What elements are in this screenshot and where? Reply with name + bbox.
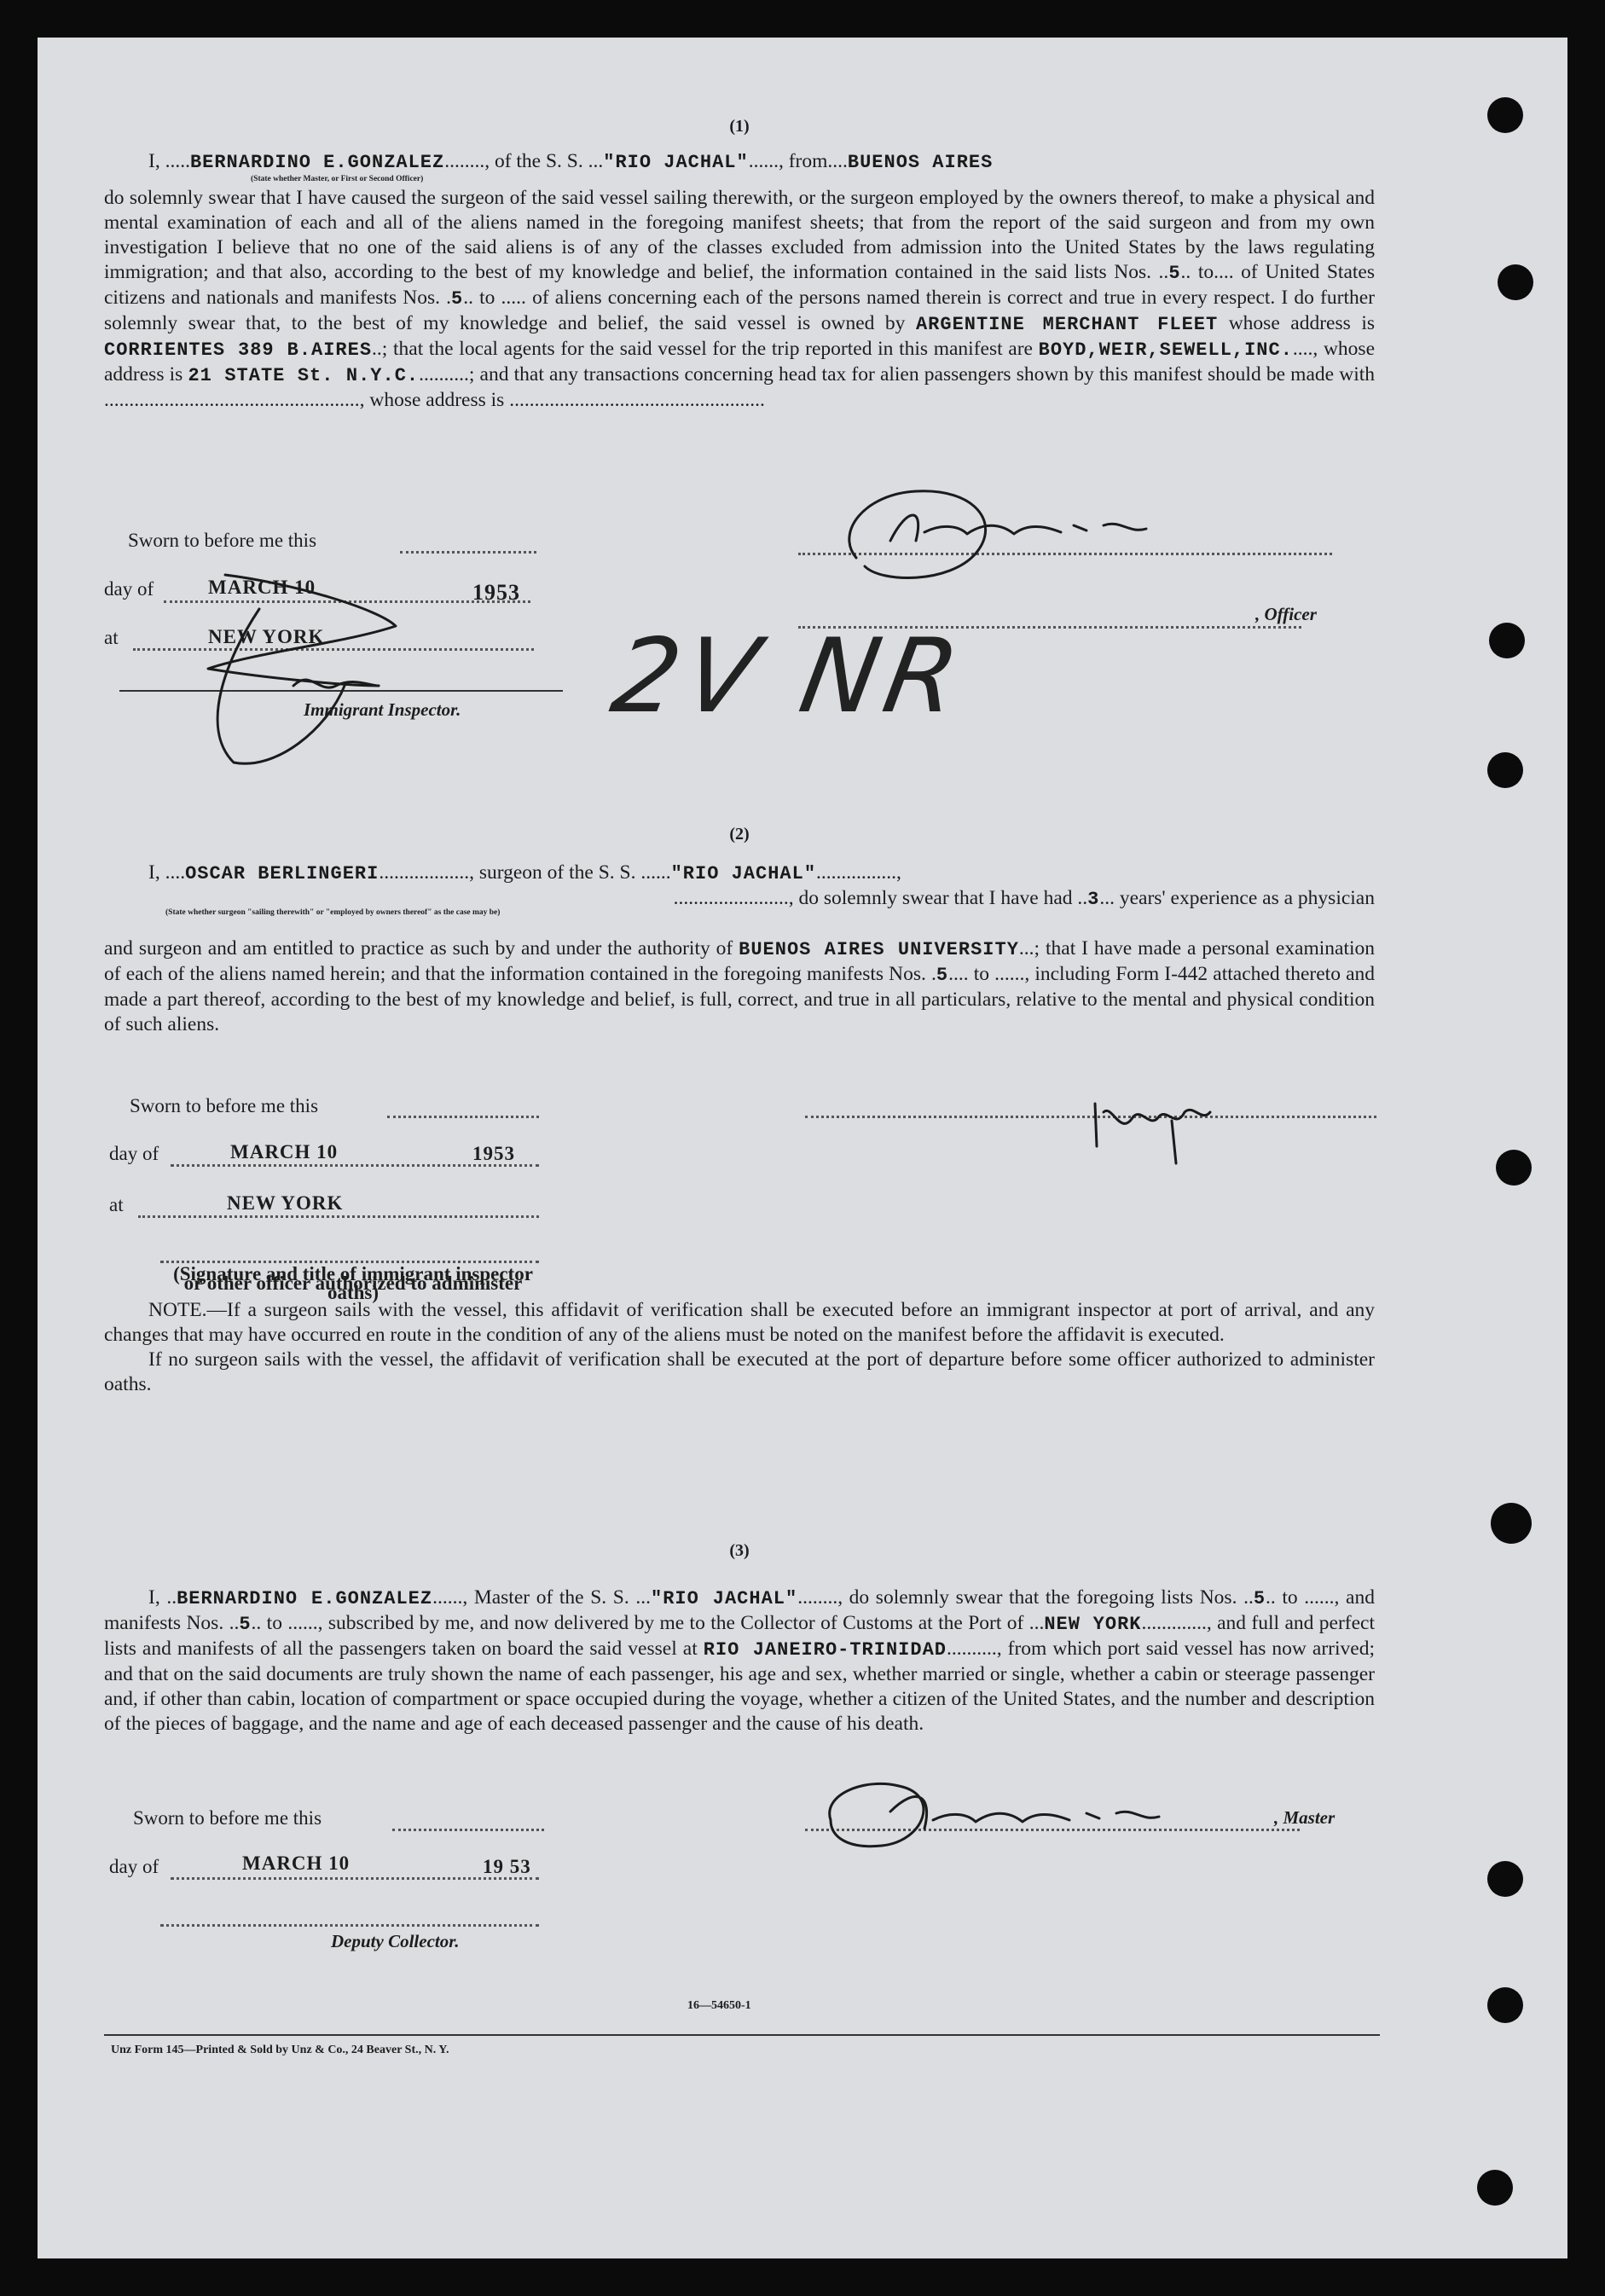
officer-label: , Officer (1255, 604, 1317, 624)
sworn-place-2: NEW YORK (227, 1192, 344, 1214)
arrival-port: NEW YORK (1044, 1614, 1142, 1635)
collector-signature-blank (160, 1924, 539, 1927)
inspector-label: Immigrant Inspector. (304, 699, 461, 720)
ship-name: "RIO JACHAL" (603, 152, 749, 173)
form-code: 16—54650-1 (687, 1999, 751, 2012)
binder-hole (1477, 2170, 1513, 2206)
sworn-year-2: 1953 (472, 1143, 515, 1164)
affidavit-master (104, 114, 1375, 413)
sworn-date-2: MARCH 10 (230, 1141, 339, 1162)
master-oath-paragraph: do solemnly swear that I have caused the surgeon of the said vessel sailing therewith, or the surgeon employed by the owners thereof, to make a physical and mental examination of each and all of the aliens named in the foregoing manifest sheets; that from the report of the said surgeon and from my own investigation I believe that no one of the said aliens is of any of the classes excluded from admission into the United States by the laws regulating immigration; and that also, according to the best of my knowledge and belief, the information contained in the said lists Nos. ..5.. to.... of United States citizens and nationals and manifests Nos. .5.. to ..... of aliens concerning each of the persons named therein is correct and true in every respect. I do further solemnly swear that, to the best of my knowledge and belief, the said vessel is owned by ARGENTINE MERCHANT FLEET whose address is CORRIENTES 389 B.AIRES..; that the local agents for the said vessel for the trip reported in this manifest are BOYD,WEIR,SEWELL,INC....., whose address is 21 STATE St. N.Y.C...........; and that any transactions concerning head tax for alien passengers shown by this manifest should be made with ..................................................., whose address is ................................................... (104, 187, 1376, 411)
sworn-date-3: MARCH 10 (242, 1852, 351, 1874)
affidavit-master-arrival (104, 1539, 1375, 1736)
years-experience: 3 (1087, 889, 1100, 910)
ship-name: "RIO JACHAL" (651, 1588, 798, 1609)
surgeon-authority: BUENOS AIRES UNIVERSITY (739, 939, 1019, 960)
printer-line: Unz Form 145—Printed & Sold by Unz & Co., 24 Beaver St., N. Y. (111, 2044, 449, 2056)
binder-hole (1489, 623, 1525, 658)
surgeon-line: I, ....OSCAR BERLINGERI.................., surgeon of the S. S. ......"RIO JACHAL"................, (148, 861, 901, 884)
day-of-label-1: day of (104, 578, 154, 600)
note-surgeon-sails: NOTE.—If a surgeon sails with the vessel, this affidavit of verification shall be executed before an immigrant inspector at port of arrival, and any changes that may have occurred en route in the condition of any of the aliens must be noted on the manifest before the affidavit is executed. (104, 1299, 1375, 1346)
sworn-blank-3 (392, 1829, 544, 1831)
note-block (104, 1298, 1375, 1397)
binder-hole (1496, 1150, 1532, 1186)
arrival-oath-paragraph: I, ..BERNARDINO E.GONZALEZ......, Master of the S. S. ..."RIO JACHAL"........, do solemnly swear that the foregoing lists Nos. ..5.. to ......, and manifests Nos. ..5.. to ......, subscribed by me, and now delivered by me to the Collector of Customs at the Port of ...NEW YORK............., and full and perfect lists and manifests of all the passengers taken on board the said vessel at RIO JANEIRO-TRINIDAD.........., from which port said vessel has now arrived; and that on the said documents are truly shown the name of each passenger, his age and sex, whether married or single, whether a cabin or steerage passenger and, if other than cabin, location of compartment or space occupied during the voyage, whether a citizen of the United States, and the number and description of the pieces of baggage, and the name and age of each deceased passenger and the cause of his death. (104, 1586, 1375, 1735)
master-name: BERNARDINO E.GONZALEZ (177, 1588, 433, 1609)
binder-hole (1491, 1503, 1532, 1544)
agents-address: 21 STATE St. N.Y.C. (188, 365, 420, 386)
sworn-year-1: 1953 (472, 580, 520, 605)
manifest-page (38, 38, 1567, 2258)
ship-name: "RIO JACHAL" (670, 863, 817, 884)
affidavit-surgeon (104, 822, 1375, 1037)
sworn-year-3: 19 53 (483, 1856, 531, 1877)
at-label-1: at (104, 627, 119, 648)
sworn-label-3: Sworn to before me this (133, 1807, 322, 1829)
lists-number: 5 (1168, 263, 1181, 284)
day-of-label-2: day of (109, 1143, 159, 1164)
master-signature-3 (814, 1760, 1172, 1863)
at-label-2: at (109, 1194, 124, 1215)
surgeon-experience-line: ......................., do solemnly swear that I have had ..3... years' experience as a physician (673, 887, 1375, 910)
agents-name: BOYD,WEIR,SEWELL,INC. (1038, 339, 1293, 361)
footer-rule (104, 2034, 1380, 2036)
sworn-blank-2 (387, 1116, 539, 1118)
sworn-label-2: Sworn to before me this (130, 1095, 319, 1116)
sworn-label-1: Sworn to before me this (128, 530, 317, 551)
section-number: (3) (729, 1541, 750, 1560)
handwritten-note: 2V NR (603, 617, 975, 736)
embarkation-ports: RIO JANEIRO-TRINIDAD (703, 1639, 947, 1661)
place-blank-2 (138, 1215, 539, 1218)
lists-number: 5 (1253, 1588, 1266, 1609)
binder-hole (1487, 97, 1523, 133)
manifests-number: 5 (936, 965, 949, 986)
owner-name: ARGENTINE MERCHANT FLEET (915, 314, 1219, 335)
binder-hole (1487, 752, 1523, 788)
surgeon-caption: (State whether surgeon "sailing therewith" or "employed by owners thereof" as the case may be) (165, 908, 501, 917)
master-label: , Master (1274, 1807, 1336, 1828)
inspector-caption-2: (Signature and title of immigrant inspector or other officer authorized to administer oaths) (173, 1263, 533, 1303)
binder-hole (1487, 1861, 1523, 1897)
section-number: (2) (729, 825, 750, 844)
manifests-number: 5 (239, 1614, 252, 1635)
manifests-number: 5 (451, 288, 464, 310)
surgeon-name: OSCAR BERLINGERI (185, 863, 380, 884)
departure-port: BUENOS AIRES (847, 152, 994, 173)
surgeon-oath-paragraph: and surgeon and am entitled to practice as such by and under the authority of BUENOS AIRES UNIVERSITY...; that I have made a personal examination of each of the aliens named herein; and that the information contained in the foregoing manifests Nos. .5.... to ......, including Form I-442 attached thereto and made a part thereof, according to the best of my knowledge and belief, is full, correct, and true in all particulars, relative to the mental and physical condition of such aliens. (104, 937, 1376, 1035)
master-line: I, .....BERNARDINO E.GONZALEZ........, of the S. S. ..."RIO JACHAL"......, from....BUENOS AIRES (148, 150, 994, 173)
note-no-surgeon: If no surgeon sails with the vessel, the affidavit of verification shall be executed at the port of departure before some officer authorized to administer oaths. (104, 1348, 1375, 1395)
sworn-date-1: MARCH 10 (208, 577, 316, 598)
owner-address: CORRIENTES 389 B.AIRES (104, 339, 373, 361)
master-signature-1 (831, 473, 1155, 592)
section-number: (1) (729, 117, 750, 136)
sworn-blank-1 (400, 551, 536, 554)
binder-hole (1498, 264, 1533, 300)
binder-hole (1487, 1987, 1523, 2023)
master-name: BERNARDINO E.GONZALEZ (189, 152, 445, 173)
day-of-label-3: day of (109, 1856, 159, 1877)
sworn-place-1: NEW YORK (208, 626, 325, 647)
inspector-signature (123, 558, 481, 780)
surgeon-signature (1086, 1070, 1223, 1172)
master-caption: (State whether Master, or First or Second Officer) (251, 175, 424, 183)
collector-label: Deputy Collector. (331, 1931, 460, 1951)
master-oath-text: do solemnly swear that I have caused the surgeon of the said vessel sailing therewith, or the surgeon employed by the owners thereof, to make a physical and mental examination of each and all of the aliens named in the foregoing manifest sheets; that from the report of the said surgeon and from my own investigation I believe that no one of the said aliens is of any of the classes excluded from admission into the United States by the laws regulating immigration; and that also, according to the best of my knowledge and belief, the information contained in the said lists Nos. (104, 187, 1375, 283)
